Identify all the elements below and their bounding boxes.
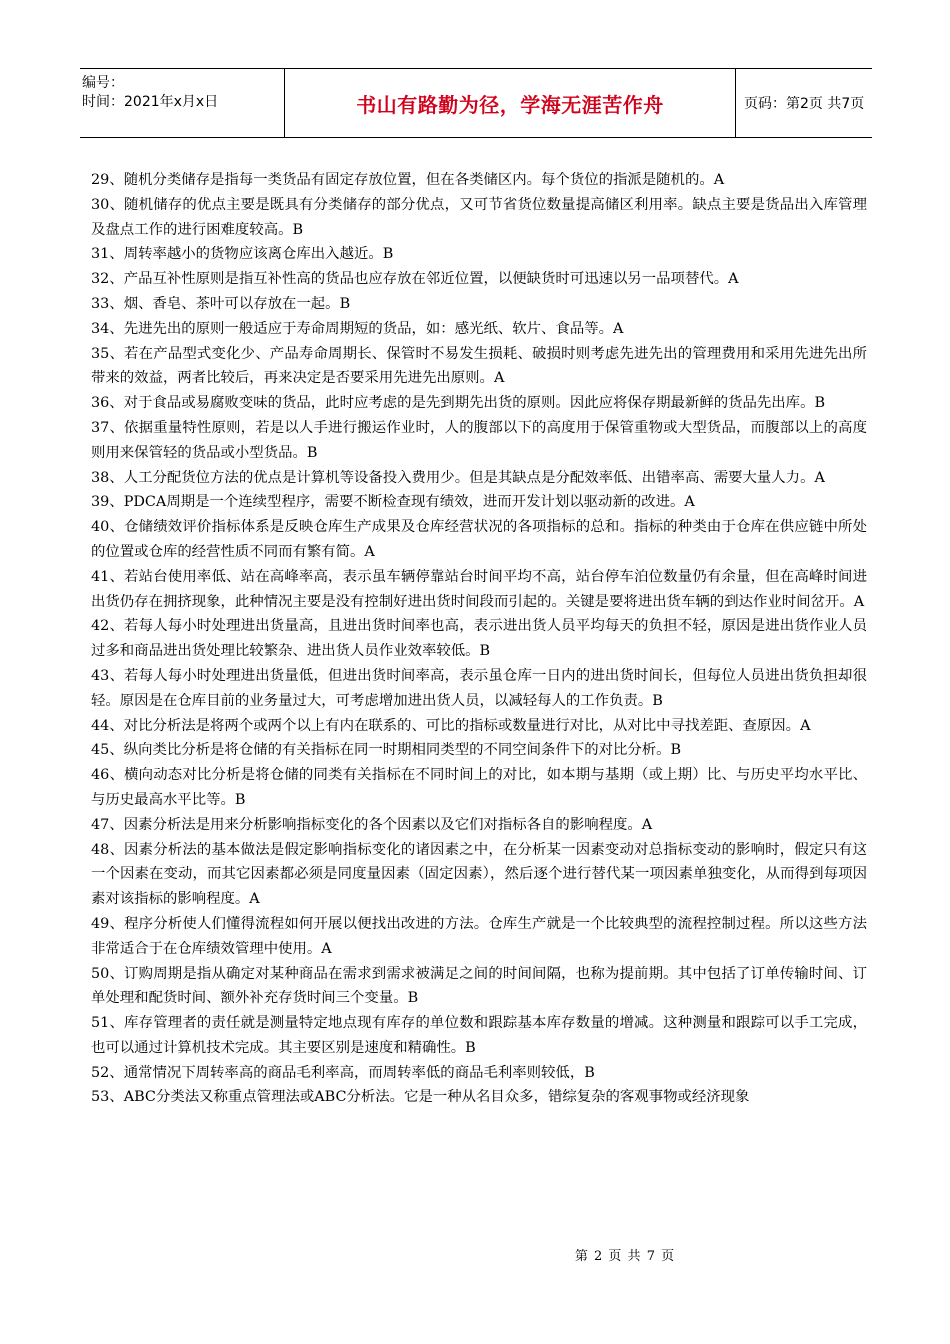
- list-item: 37、依据重量特性原则，若是以人手进行搬运作业时，人的腹部以下的高度用于保管重物或大型货品，而腹部以上的高度则用来保管轻的货品或小型货品。B: [91, 419, 867, 461]
- list-item: 50、订购周期是指从确定对某种商品在需求到需求被满足之间的时间间隔，也称为提前期。其中包括了订单传输时间、订单处理和配货时间、额外补充存货时间三个变量。B: [91, 965, 867, 1007]
- list-item: 48、因素分析法的基本做法是假定影响指标变化的诸因素之中，在分析某一因素变动对总指标变动的影响时，假定只有这一个因素在变动，而其它因素都必须是同度量因素（固定因素），然后逐个进行替代某一项因素单独变化，从而得到每项因素对该指标的影响程度。A: [91, 841, 867, 908]
- list-item: 51、库存管理者的责任就是测量特定地点现有库存的单位数和跟踪基本库存数量的增减。这种测量和跟踪可以手工完成，也可以通过计算机技术完成。其主要区别是速度和精确性。B: [91, 1015, 867, 1056]
- question-list: [91, 168, 867, 1110]
- list-item: 49、程序分析使人们懂得流程如何开展以便找出改进的方法。仓库生产就是一个比较典型的流程控制过程。所以这些方法非常适合于在仓库绩效管理中使用。A: [91, 915, 867, 957]
- list-item: 30、随机储存的优点主要是既具有分类储存的部分优点，又可节省货位数量提高储区利用率。缺点主要是货品出入库管理及盘点工作的进行困难度较高。B: [91, 196, 867, 238]
- list-item: 33、烟、香皂、茶叶可以存放在一起。B: [91, 295, 351, 312]
- list-item: 52、通常情况下周转率高的商品毛利率高，而周转率低的商品毛利率则较低，B: [91, 1064, 595, 1081]
- header-motto: 书山有路勤为径，学海无涯苦作舟: [284, 69, 736, 137]
- list-item: 44、对比分析法是将两个或两个以上有内在联系的、可比的指标或数量进行对比，从对比中寻找差距、查原因。A: [91, 717, 811, 734]
- header-page-code: 页码：第2页 共7页: [744, 96, 865, 112]
- page-header: [80, 68, 872, 138]
- page-footer: 第 2 页 共 7 页: [574, 1249, 676, 1264]
- list-item: 38、人工分配货位方法的优点是计算机等设备投入费用少。但是其缺点是分配效率低、出错率高、需要大量人力。A: [91, 469, 825, 486]
- list-item: 41、若站台使用率低、站在高峰率高，表示虽车辆停靠站台时间平均不高，站台停车泊位数量仍有余量，但在高峰时间进出货仍存在拥挤现象，此种情况主要是没有控制好进出货时间段而引起的。关键是要将进出货车辆的到达作业时间岔开。A: [91, 568, 867, 610]
- list-item: 29、随机分类储存是指每一类货品有固定存放位置，但在各类储区内。每个货位的指派是随机的。A: [91, 172, 725, 188]
- list-item: 47、因素分析法是用来分析影响指标变化的各个因素以及它们对指标各自的影响程度。A: [91, 816, 653, 833]
- list-item: 36、对于食品或易腐败变味的货品，此时应考虑的是先到期先出货的原则。因此应将保存期最新鲜的货品先出库。B: [91, 395, 826, 412]
- list-item: 45、纵向类比分析是将仓储的有关指标在同一时期相同类型的不同空间条件下的对比分析。B: [91, 742, 682, 759]
- list-item: 53、ABC分类法又称重点管理法或ABC分析法。它是一种从名目众多，错综复杂的客观事物或经济现象: [91, 1089, 750, 1106]
- list-item: 39、PDCA周期是一个连续型程序，需要不断检查现有绩效，进而开发计划以驱动新的改进。A: [91, 494, 695, 511]
- list-item: 46、横向动态对比分析是将仓储的同类有关指标在不同时间上的对比，如本期与基期（或上期）比、与历史平均水平比、与历史最高水平比等。B: [91, 767, 867, 808]
- list-item: 31、周转率越小的货物应该离仓库出入越近。B: [91, 246, 394, 263]
- list-item: 40、仓储绩效评价指标体系是反映仓库生产成果及仓库经营状况的各项指标的总和。指标的种类由于仓库在供应链中所处的位置或仓库的经营性质不同而有繁有简。A: [91, 519, 867, 560]
- list-item: 34、先进先出的原则一般适应于寿命周期短的货品，如：感光纸、软片、食品等。A: [91, 320, 624, 337]
- list-item: 43、若每人每小时处理进出货量低，但进出货时间率高，表示虽仓库一日内的进出货时间长，但每位人员进出货负担却很轻。原因是在仓库目前的业务量过大，可考虑增加进出货人员，以减轻每人的工作负责。B: [91, 667, 867, 709]
- header-date: 时间：2021年x月x日: [82, 94, 219, 110]
- list-item: 42、若每人每小时处理进出货量高，且进出货时间率也高，表示进出货人员平均每天的负担不轻，原因是进出货作业人员过多和商品进出货处理比较繁杂、进出货人员作业效率较低。B: [91, 618, 867, 660]
- list-item: 35、若在产品型式变化少、产品寿命周期长、保管时不易发生损耗、破损时则考虑先进先出的管理费用和采用先进先出所带来的效益，两者比较后，再来决定是否要采用先进先出原则。A: [91, 345, 867, 387]
- list-item: 32、产品互补性原则是指互补性高的货品也应存放在邻近位置，以便缺货时可迅速以另一品项替代。A: [91, 271, 739, 288]
- header-meta: [80, 69, 284, 137]
- header-number-label: 编号：: [82, 75, 124, 91]
